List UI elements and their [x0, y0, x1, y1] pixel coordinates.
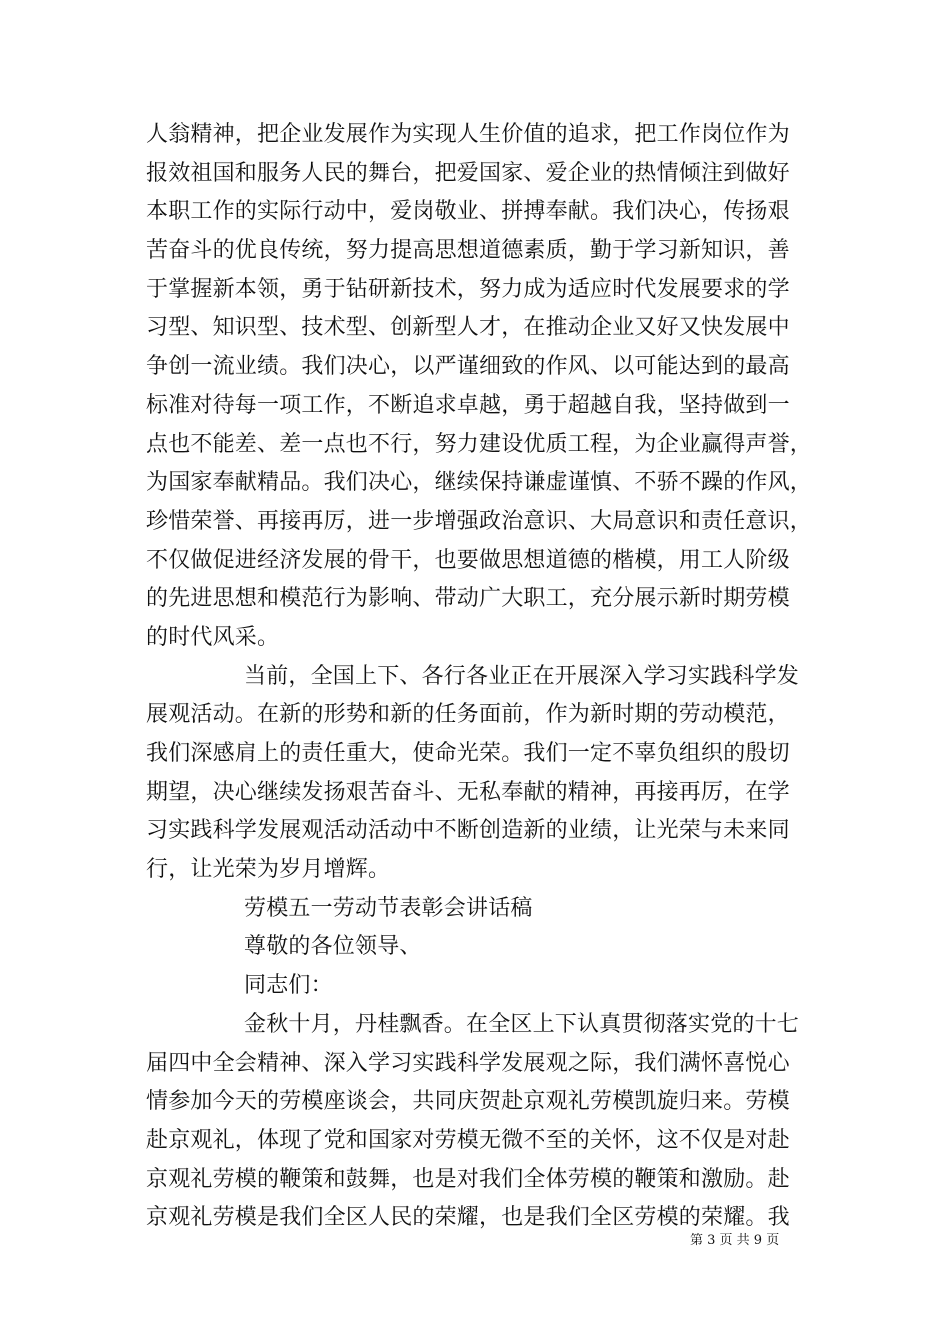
- text-line: 争创一流业绩。我们决心，以严谨细致的作风、以可能达到的最高: [146, 354, 790, 380]
- text-line: 的时代风采。: [146, 624, 280, 650]
- text-line: 尊敬的各位领导、: [244, 934, 422, 960]
- text-line: 珍惜荣誉、再接再厉，进一步增强政治意识、大局意识和责任意识，: [146, 508, 813, 534]
- text-line: 情参加今天的劳模座谈会，共同庆贺赴京观礼劳模凯旋归来。劳模: [146, 1089, 790, 1115]
- text-line: 人翁精神，把企业发展作为实现人生价值的追求，把工作岗位作为: [146, 122, 790, 147]
- text-line: 点也不能差、差一点也不行，努力建设优质工程，为企业赢得声誉，: [146, 431, 813, 457]
- page-number: 第 3 页 共 9 页: [690, 1233, 780, 1248]
- text-line: 当前，全国上下、各行各业正在开展深入学习实践科学发: [244, 663, 800, 689]
- text-line: 赴京观礼，体现了党和国家对劳模无微不至的关怀，这不仅是对赴: [146, 1127, 790, 1153]
- text-line: 习型、知识型、技术型、创新型人才，在推动企业又好又快发展中: [146, 315, 790, 341]
- paragraph: [146, 658, 816, 890]
- text-line: 金秋十月，丹桂飘香。在全区上下认真贯彻落实党的十七: [244, 1011, 800, 1037]
- text-line: 本职工作的实际行动中，爱岗敬业、拼搏奉献。我们决心，传扬艰: [146, 199, 790, 225]
- text-line: 我们深感肩上的责任重大，使命光荣。我们一定不辜负组织的殷切: [146, 741, 790, 766]
- paragraph: [146, 1006, 816, 1238]
- document-body: [146, 116, 816, 1238]
- text-line: 京观礼劳模是我们全区人民的荣耀，也是我们全区劳模的荣耀。我: [146, 1205, 790, 1231]
- text-line: 同志们：: [244, 973, 333, 999]
- text-line: 期望，决心继续发扬艰苦奋斗、无私奉献的精神，再接再厉，在学: [146, 779, 790, 805]
- text-line: 苦奋斗的优良传统，努力提高思想道德素质，勤于学习新知识，善: [146, 238, 790, 264]
- paragraph: [146, 116, 816, 658]
- paragraph: [146, 890, 816, 929]
- text-line: 报效祖国和服务人民的舞台，把爱国家、爱企业的热情倾注到做好: [146, 160, 790, 186]
- text-line: 于掌握新本领，勇于钻研新技术，努力成为适应时代发展要求的学: [146, 276, 790, 302]
- text-line: 的先进思想和模范行为影响、带动广大职工，充分展示新时期劳模: [146, 586, 790, 612]
- text-line: 不仅做促进经济发展的骨干，也要做思想道德的楷模，用工人阶级: [146, 547, 790, 573]
- text-line: 行，让光荣为岁月增辉。: [146, 857, 391, 883]
- text-line: 届四中全会精神、深入学习实践科学发展观之际，我们满怀喜悦心: [146, 1050, 790, 1076]
- text-line: 京观礼劳模的鞭策和鼓舞，也是对我们全体劳模的鞭策和激励。赴: [146, 1166, 790, 1192]
- text-line: 展观活动。在新的形势和新的任务面前，作为新时期的劳动模范，: [146, 702, 790, 728]
- paragraph: [146, 967, 816, 1006]
- text-line: 标准对待每一项工作，不断追求卓越，勇于超越自我，坚持做到一: [146, 392, 790, 418]
- text-line: 劳模五一劳动节表彰会讲话稿: [244, 895, 533, 921]
- text-line: 为国家奉献精品。我们决心，继续保持谦虚谨慎、不骄不躁的作风，: [146, 470, 813, 496]
- text-line: 习实践科学发展观活动活动中不断创造新的业绩，让光荣与未来同: [146, 818, 790, 844]
- paragraph: [146, 928, 816, 967]
